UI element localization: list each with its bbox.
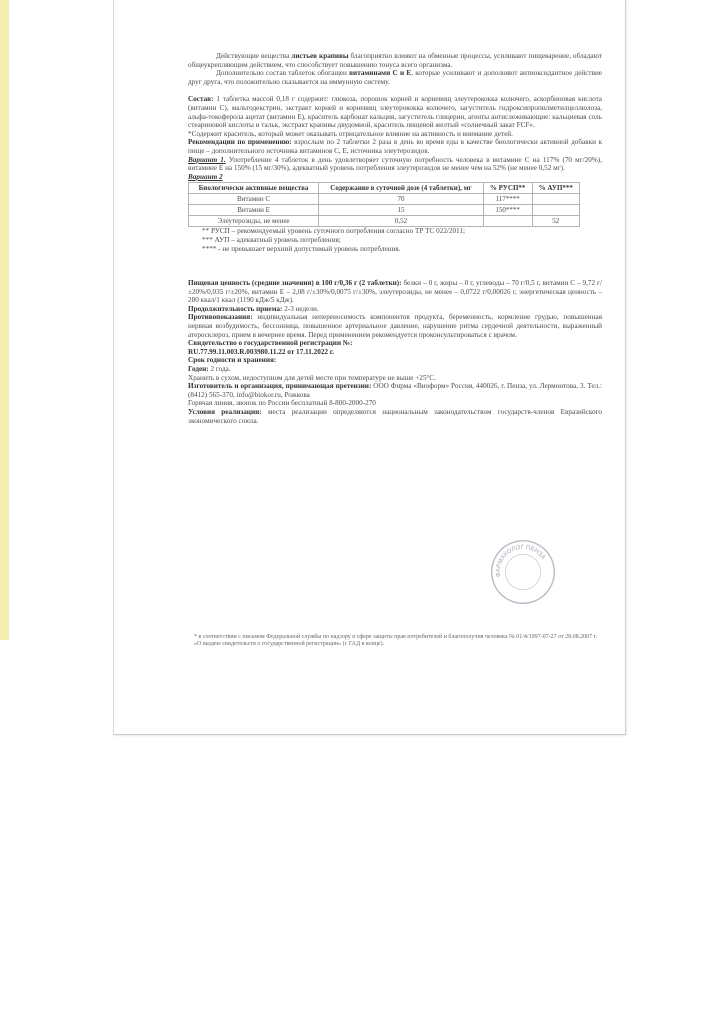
table-row bbox=[189, 216, 580, 227]
recommendations-section: Рекомендации по применению: взрослым по 2 таблетки 2 раза в день во время еды в качестве биологически активной добавки к пище – дополнительного источника витаминов С, Е, источника элеутерозидов. bbox=[188, 138, 602, 155]
nutrients-table bbox=[188, 182, 580, 227]
table-row bbox=[189, 194, 580, 205]
table-cell bbox=[532, 205, 579, 216]
stamp-text: ФАРМАКОЛОГ ПЕНЗА bbox=[494, 543, 547, 578]
margin-strip bbox=[0, 0, 9, 640]
shelf-life: Годен: 2 года. bbox=[188, 365, 231, 374]
variant-1: Вариант 1. Употребление 4 таблеток в день удовлетворяет суточную потребность человека в витамине С на 117% (70 мг/20%), витамине Е на 150% (15 мг/30%), адекватный уровень потребления элеутерозидов не менее чем на 52% (не менее 0,52 мг). bbox=[188, 155, 602, 173]
table-cell: Витамин Е bbox=[189, 205, 319, 216]
certificate-label: Свидетельство о государственной регистрации №: bbox=[188, 339, 353, 348]
table-note: ** РУСП – рекомендуемый уровень суточного потребления согласно ТР ТС 022/2011; bbox=[202, 227, 466, 236]
footnote: * в соответствии с письмом Федеральной службы по надзору в сфере защиты прав потребителей и благополучия человека № 01/4/1997-07-27 от 28.08.2007 г. «О выдаче свидетельств о государственной регистрации» (с ГАД в конце). bbox=[194, 634, 597, 648]
table-header-row bbox=[189, 183, 580, 194]
table-header-cell: Содержание в суточной дозе (4 таблетки), мг bbox=[319, 183, 484, 194]
duration-section: Продолжительность приема: 2-3 недели. bbox=[188, 304, 319, 313]
table-header-cell: % АУП*** bbox=[532, 183, 579, 194]
table-cell: 52 bbox=[532, 216, 579, 227]
table-cell: 117**** bbox=[483, 194, 532, 205]
table-cell bbox=[532, 194, 579, 205]
table-cell: Элеутерозиды, не менее bbox=[189, 216, 319, 227]
table-cell: 70 bbox=[319, 194, 484, 205]
intro-paragraph-2: Дополнительно состав таблеток обогащен витаминами С и Е, которые усиливают и дополняют антиоксидантное действие друг друга, что положительно сказывается на иммунную систему. bbox=[188, 69, 602, 86]
warning-text: *Содержит краситель, который может оказывать отрицательное влияние на активность и внимание детей. bbox=[188, 129, 513, 138]
certificate-value: RU.77.99.11.003.R.003980.11.22 от 17.11.2022 г. bbox=[188, 347, 335, 356]
table-header-cell: % РУСП** bbox=[483, 183, 532, 194]
table-header-cell: Биологически активные вещества bbox=[189, 183, 319, 194]
table-cell: Витамин С bbox=[189, 194, 319, 205]
sale-conditions-section: Условия реализации: места реализации определяются национальным законодательством государств-членов Евразийского экономического союза. bbox=[188, 408, 602, 425]
nutrition-section: Пищевая ценность (средние значения) в 100 г/0,36 г (2 таблетки): белки – 0 г, жиры – 0 г, углеводы – 70 г/0,5 г, витамин С – 9,72 г/±20%/0,035 г/±20%, витамин Е – 2,08 г/±30%/0,0075 г/±30%, элеутерозиды, не менее – 0,0722 г/0,00026 г, энергетическая ценность – 280 ккал/1 ккал (1190 кДж/5 кДж). bbox=[188, 279, 602, 305]
storage-heading: Срок годности и хранения: bbox=[188, 356, 277, 365]
contraindications-section: Противопоказания: индивидуальная непереносимость компонентов продукта, беременность, кормление грудью, повышенная нервная возбудимость, бессонница, повышенное артериальное давление, нарушение ритма сердечной деятельности, выраженный атеросклероз, прием в вечернее время. Перед применением рекомендуется проконсультироваться с врачом. bbox=[188, 313, 602, 339]
table-cell: 0,52 bbox=[319, 216, 484, 227]
table-note: **** - не превышает верхний допустимый уровень потребления. bbox=[202, 244, 401, 253]
document-page bbox=[113, 0, 626, 735]
hotline-text: Горячая линия, звонок по России бесплатный 8-800-2000-270 bbox=[188, 399, 376, 408]
storage-text: Хранить в сухом, недоступном для детей месте при температуре не выше +25°С. bbox=[188, 373, 436, 382]
table-row bbox=[189, 205, 580, 216]
round-stamp bbox=[483, 532, 564, 613]
document-body bbox=[188, 52, 602, 425]
variant-2-label: Вариант 2 bbox=[188, 172, 223, 181]
manufacturer-section: Изготовитель и организация, принимающая претензии: ООО Фирма «Виоформ» Россия, 440026, г. Пенза, ул. Лермонтова, 3. Тел.: (8412) 565-370, info@biokor.ru, Рожкова bbox=[188, 382, 602, 399]
table-cell bbox=[483, 216, 532, 227]
intro-paragraph-1: Действующие вещества листьев крапивы благоприятно влияют на обменные процессы, усиливают пищеварение, обладают общеукрепляющим действием, что способствует повышению тонуса всего организма. bbox=[188, 52, 602, 69]
table-note: *** АУП – адекватный уровень потребления; bbox=[202, 235, 341, 244]
table-cell: 15 bbox=[319, 205, 484, 216]
table-cell: 150**** bbox=[483, 205, 532, 216]
composition-section: Состав: 1 таблетка массой 0,18 г содержит: глюкоза, порошок корней и корневищ элеутерококка колючего, аскорбиновая кислота (витамин С), мальтодекстрин, экстракт корней и корневищ элеутерококка колючего, загуститель гидроксипропилметилцеллюлоза, альфа-токоферола ацетат (витамин Е), краситель карбонат кальция, загуститель глицерин, агенты антислеживающие: кальциевая соль стеариновой кислоты и тальк, экстракт крапивы двудомной, краситель пищевой желтый «солнечный закат FCF». bbox=[188, 95, 602, 130]
